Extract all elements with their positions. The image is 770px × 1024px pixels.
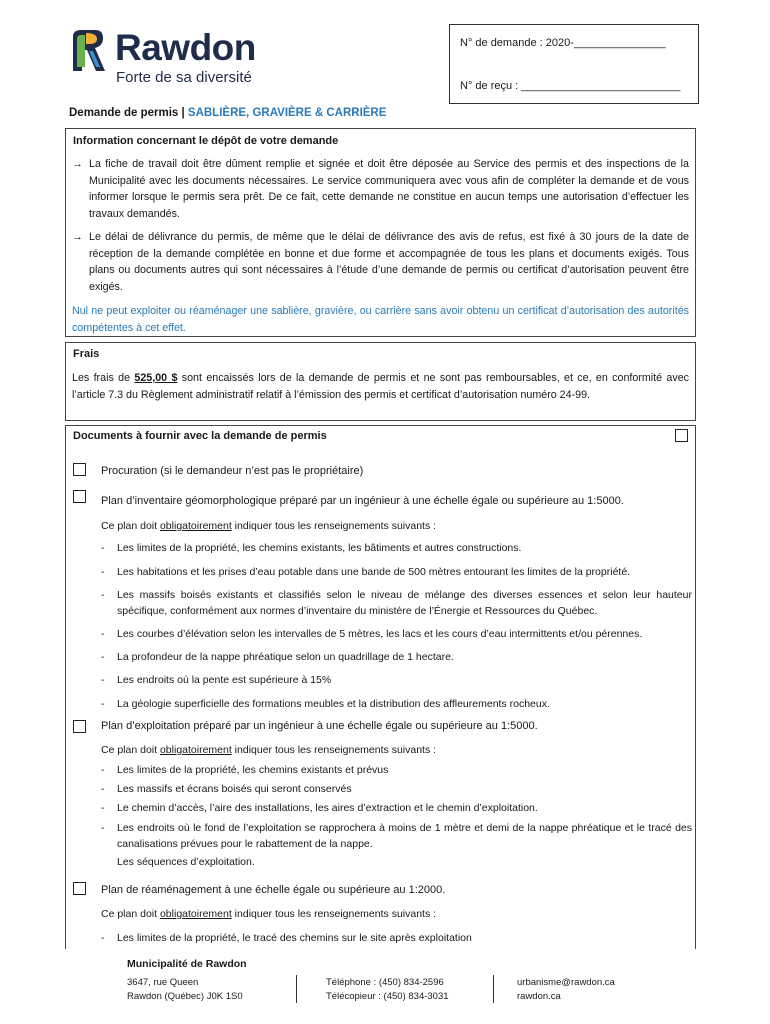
footer-address-line2: Rawdon (Québec) J0K 1S0 — [127, 991, 243, 1002]
bullet-dash: - — [101, 628, 105, 640]
note-text: Ce plan doit — [101, 520, 160, 532]
plan-requirements-note — [101, 744, 436, 756]
arrow-icon: → — [72, 158, 83, 170]
fees-text — [72, 370, 689, 403]
note-text: indiquer tous les renseignements suivants : — [231, 908, 437, 920]
list-item: Le chemin d’accès, l’aire des installations, les aires d’extraction et le chemin d’exploitation. — [117, 802, 538, 814]
bullet-dash: - — [101, 764, 105, 776]
info-paragraph-1: La fiche de travail doit être dûment remplie et signée et doit être déposée au Service des permis et des inspections de la Municipalité avec les documents nécessaires. Le service communiquera avec vous afin de compléter la demande et de vous informer lorsque le permis sera prêt. De ce fait, cette demande ne constitue en aucun temps une autorisation d’effectuer les travaux demandés. — [89, 158, 689, 220]
list-item: Les massifs boisés existants et classifiés selon le niveau de mélange des diverses essences et selon leur hauteur spécifique, conformément aux normes d’inventaire du ministère de l’Énergie et Ressources du Québec. — [117, 589, 692, 617]
list-item: Les séquences d’exploitation. — [117, 856, 255, 868]
documents-checkbox[interactable] — [675, 429, 688, 442]
list-item: La géologie superficielle des formations meubles et la distribution des affleurements rocheux. — [117, 698, 550, 710]
rehabilitation-plan-checkbox[interactable] — [73, 882, 86, 895]
item-procuration: Procuration (si le demandeur n’est pas le propriétaire) — [101, 465, 364, 477]
note-text: indiquer tous les renseignements suivants : — [231, 520, 437, 532]
list-item: Les habitations et les prises d’eau potable dans une bande de 500 mètres entourant les limites de la propriété. — [117, 566, 631, 578]
bullet-dash: - — [101, 651, 105, 663]
logo-name: Rawdon — [115, 27, 256, 68]
bullet-dash: - — [101, 822, 105, 834]
procuration-checkbox[interactable] — [73, 463, 86, 476]
note-emphasis: obligatoirement — [159, 908, 232, 920]
footer-address-line1: 3647, rue Queen — [127, 977, 199, 988]
plan-requirements-note — [101, 908, 436, 920]
plan-requirements-note — [101, 520, 436, 532]
info-section — [65, 128, 696, 337]
list-item: Les limites de la propriété, le tracé des chemins sur le site après exploitation — [117, 932, 472, 944]
request-number-box — [449, 24, 699, 104]
info-warning: Nul ne peut exploiter ou réaménager une sablière, gravière, ou carrière sans avoir obtenu un certificat d’autorisation des autorités compétentes à cet effet. — [72, 305, 689, 334]
fees-text-before: Les frais de — [72, 372, 135, 384]
documents-section — [65, 425, 696, 949]
bullet-dash: - — [101, 566, 105, 578]
documents-heading: Documents à fournir avec la demande de permis — [73, 430, 327, 442]
item-exploitation-plan: Plan d’exploitation préparé par un ingénieur à une échelle égale ou supérieure au 1:5000. — [101, 720, 538, 732]
note-text: Ce plan doit — [101, 908, 160, 920]
arrow-icon: → — [72, 231, 83, 243]
rawdon-logo-mark — [69, 27, 109, 75]
form-title-prefix: Demande de permis | — [69, 107, 188, 119]
form-title-subject: SABLIÈRE, GRAVIÈRE & CARRIÈRE — [187, 107, 387, 119]
item-rehabilitation-plan: Plan de réaménagement à une échelle égale ou supérieure au 1:2000. — [101, 884, 446, 896]
fees-heading: Frais — [73, 348, 100, 360]
list-item: Les endroits où la pente est supérieure à 15% — [117, 674, 332, 686]
list-item: Les courbes d’élévation selon les intervalles de 5 mètres, les lacs et les cours d’eau intermittents et/ou pérennes. — [117, 628, 643, 640]
footer-fax: Télécopieur : (450) 834-3031 — [326, 991, 449, 1002]
note-emphasis: obligatoirement — [159, 744, 232, 756]
receipt-number-field[interactable]: N° de reçu : __________________________ — [460, 80, 681, 92]
bullet-dash: - — [101, 783, 105, 795]
note-emphasis: obligatoirement — [159, 520, 232, 532]
list-item: La profondeur de la nappe phréatique selon un quadrillage de 1 hectare. — [117, 651, 454, 663]
bullet-dash: - — [101, 542, 105, 554]
form-title — [69, 107, 386, 119]
list-item: Les endroits où le fond de l’exploitation se rapprochera à moins de 1 mètre et demi de la nappe phréatique et le tracé des canalisations prévues pour le rabattement de la nappe. — [117, 822, 692, 850]
bullet-dash: - — [101, 589, 105, 601]
footer-email-link[interactable]: urbanisme@rawdon.ca — [517, 977, 615, 988]
bullet-dash: - — [101, 802, 105, 814]
bullet-dash: - — [101, 674, 105, 686]
list-item: Les massifs et écrans boisés qui seront conservés — [117, 783, 352, 795]
note-text: indiquer tous les renseignements suivants : — [231, 744, 437, 756]
footer-divider — [493, 975, 494, 1003]
note-text: Ce plan doit — [101, 744, 160, 756]
request-number-field[interactable]: N° de demande : 2020-_______________ — [460, 37, 666, 49]
info-heading: Information concernant le dépôt de votre demande — [73, 135, 339, 147]
info-paragraph-2: Le délai de délivrance du permis, de même que le délai de délivrance des avis de refus, est fixé à 30 jours de la date de réception de la demande complétée en bonne et due forme et accompagnée de tous les plans et documents exigés. Tous plans ou documents autres qui sont nécessaires à l’étude d’une demande de permis ou certificat d’autorisation peuvent être exigés. — [89, 231, 689, 293]
item-geomorphology-plan: Plan d’inventaire géomorphologique préparé par un ingénieur à une échelle égale ou supérieure au 1:5000. — [101, 495, 624, 507]
footer-divider — [296, 975, 297, 1003]
fees-section — [65, 342, 696, 421]
geomorphology-plan-checkbox[interactable] — [73, 490, 86, 503]
fee-amount: 525,00 $ — [134, 372, 178, 384]
list-item: Les limites de la propriété, les chemins existants et prévus — [117, 764, 389, 776]
fees-text-after: sont encaissés lors de la demande de permis et ne sont pas remboursables, et ce, en conformité avec l’article 7.3 du Règlement administratif relatif à l’émission des permis et certificat d’autorisation numéro 24-99. — [72, 372, 690, 401]
list-item: Les limites de la propriété, les chemins existants, les bâtiments et autres constructions. — [117, 542, 522, 554]
footer-org-name: Municipalité de Rawdon — [127, 958, 247, 970]
bullet-dash: - — [101, 698, 105, 710]
exploitation-plan-checkbox[interactable] — [73, 720, 86, 733]
footer-website-link[interactable]: rawdon.ca — [517, 991, 561, 1002]
logo-tagline: Forte de sa diversité — [116, 69, 252, 86]
footer-phone: Téléphone : (450) 834-2596 — [326, 977, 444, 988]
bullet-dash: - — [101, 932, 105, 944]
